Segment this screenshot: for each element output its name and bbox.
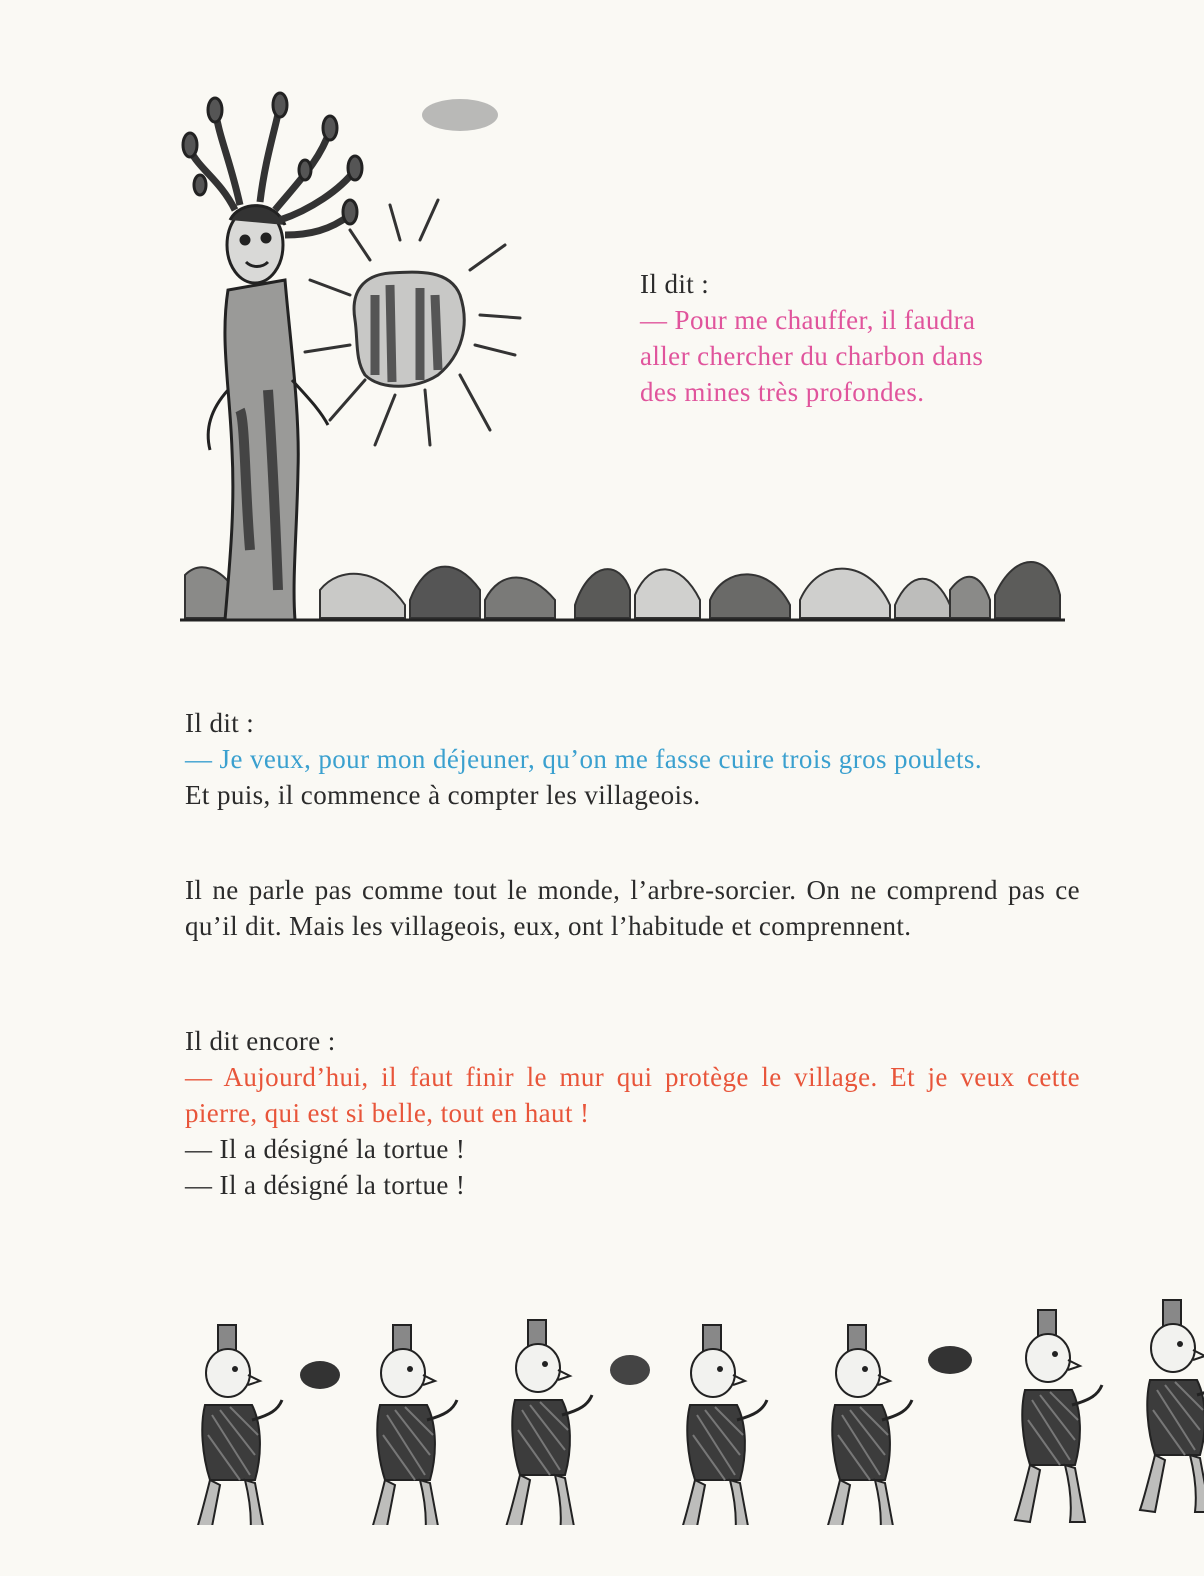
villager-icon bbox=[680, 1325, 767, 1525]
villager-icon bbox=[505, 1320, 592, 1525]
villager-icon bbox=[1140, 1300, 1204, 1512]
top-caption-intro: Il dit : bbox=[640, 269, 710, 299]
block-3-speech: — Aujourd’hui, il faut finir le mur qui protège le village. Et je veux cette pierre, qui est si belle, tout en haut ! bbox=[185, 1062, 1080, 1128]
top-caption-speech-line-2: aller chercher du charbon dans bbox=[640, 341, 984, 371]
block-1-narration: Et puis, il commence à compter les villageois. bbox=[185, 780, 701, 810]
villager-icon bbox=[370, 1325, 457, 1525]
turtle-icon bbox=[928, 1346, 972, 1374]
mountains-icon bbox=[185, 562, 1060, 618]
block-2-text: Il ne parle pas comme tout le monde, l’arbre-sorcier. On ne comprend pas ce qu’il dit. Mais les villageois, eux, ont l’habitude et comprennent. bbox=[185, 875, 1080, 941]
paragraph-dejeuner bbox=[185, 705, 1080, 813]
villager-icon bbox=[195, 1325, 282, 1525]
top-caption-speech-line-3: des mines très profondes. bbox=[640, 377, 925, 407]
top-caption-speech-line-1: — Pour me chauffer, il faudra bbox=[640, 305, 976, 335]
block-3-intro: Il dit encore : bbox=[185, 1026, 336, 1056]
villager-icon bbox=[1015, 1310, 1102, 1522]
turtle-icon bbox=[610, 1355, 650, 1385]
top-caption bbox=[640, 266, 1075, 410]
block-1-intro: Il dit : bbox=[185, 708, 255, 738]
villagers-illustration bbox=[180, 1285, 1204, 1525]
sun-icon bbox=[305, 200, 520, 445]
block-1-speech: — Je veux, pour mon déjeuner, qu’on me fasse cuire trois gros poulets. bbox=[185, 744, 982, 774]
villager-icon bbox=[825, 1325, 912, 1525]
cloud-icon bbox=[422, 99, 498, 131]
turtle-icon bbox=[300, 1361, 340, 1389]
block-3-shout-2: — Il a désigné la tortue ! bbox=[185, 1170, 466, 1200]
paragraph-arbre-sorcier bbox=[185, 872, 1080, 944]
paragraph-mur bbox=[185, 1023, 1080, 1203]
tree-sorcerer-icon bbox=[183, 93, 362, 620]
block-3-shout-1: — Il a désigné la tortue ! bbox=[185, 1134, 466, 1164]
